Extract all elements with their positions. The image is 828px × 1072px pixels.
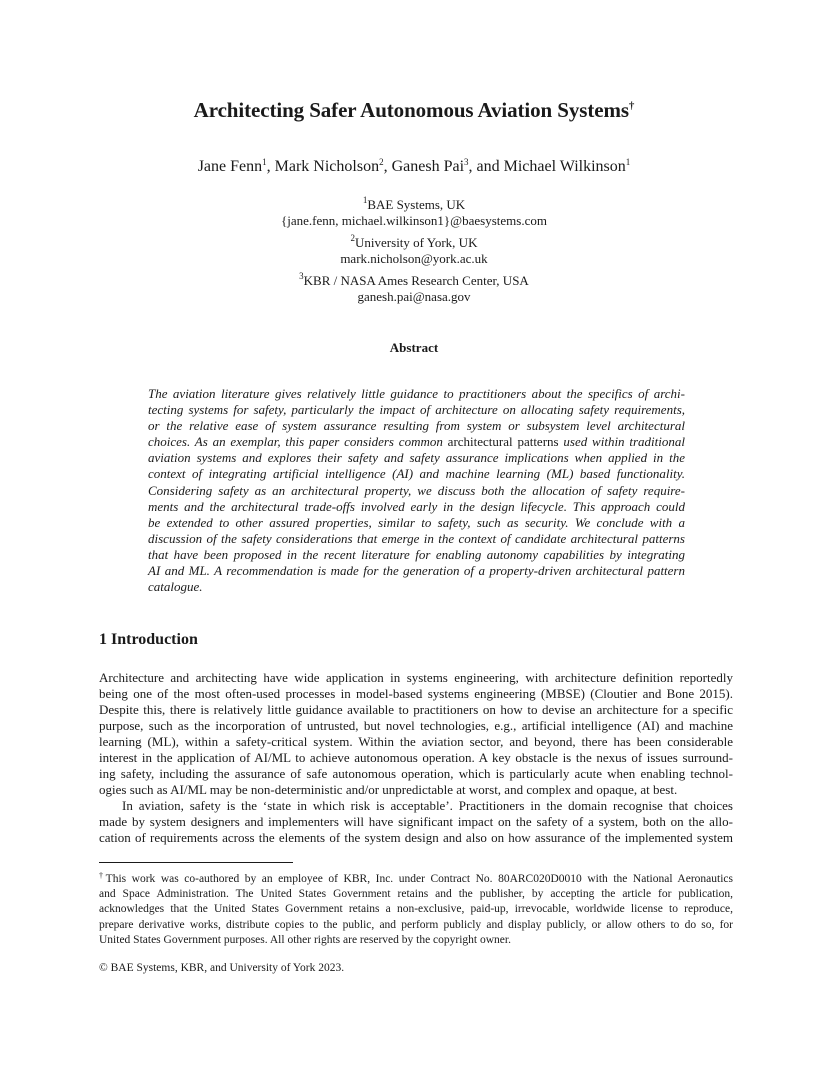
affiliation-email: ganesh.pai@nasa.gov [357,289,471,304]
author: Jane Fenn$^1$, [197,157,275,175]
body-line: Architecture and architecting have wide application in systems engineering, with architecture definition reportedly [99,670,733,685]
footnote [99,868,733,948]
title-footnote-mark: † [628,100,635,112]
abstract-line: Considering safety as an architectural property, we discuss both the allocation of safety require- [148,482,685,498]
footnote-line: †This work was co-authored by an employee of KBR, Inc. under Contract No. 80ARC020D0010 with the National Aeronautics [99,871,733,885]
body-line: In aviation, safety is the ‘state in which risk is acceptable’. Practitioners in the domain recognise that choices [122,798,733,814]
author: Ganesh Pai$^3$, and [391,157,504,175]
footnote-line: United States Government purposes. All other rights are reserved by the copyright owner. [99,933,511,946]
abstract-line: choices. As an exemplar, this paper considers common architectural patterns used within traditional [148,434,685,450]
affiliation: $^2$University of York, UK mark.nicholson@york.ac.uk [0,230,828,267]
abstract-line: be extended to other assured properties, similar to safety, such as security. We conclude with a [148,514,685,530]
abstract-line: The aviation literature gives relatively little guidance to practitioners about the specifics of archi- [148,386,685,401]
abstract-line: aviation systems and explores their safety and safety assurance implications when applied in the [148,450,685,466]
abstract-line: ments and the architectural trade-offs involved early in the design lifecycle. This approach could [148,498,685,514]
body-line: made by system designers and implementers will have significant impact on the safety of a system, both on the allo- [99,814,733,830]
abstract-line: that have been proposed in the recent literature for enabling autonomy capabilities by integrating [148,546,685,562]
affiliation: $^3$KBR / NASA Ames Research Center, USA ganesh.pai@nasa.gov [0,268,828,305]
copyright-notice: © BAE Systems, KBR, and University of York 2023. [99,962,345,974]
abstract-line: tecting systems for safety, particularly the impact of architecture on allocating safety requirements, [148,402,685,418]
affiliation-email: {jane.fenn, michael.wilkinson1}@baesystems.com [281,213,547,228]
abstract-body [148,386,685,595]
abstract-heading: Abstract [389,340,439,355]
footnote-line: and Space Administration. The United States Government retains and the publisher, by accepting the article for publication, [99,888,733,901]
abstract-line: catalogue. [148,579,203,595]
body-line: cation of requirements across the elements of the system design and also on how assurance of the implemented system [99,830,733,846]
footnote-line: acknowledges that the United States Government retains a non-exclusive, paid-up, irrevocable, worldwide license to reproduce, [99,903,733,916]
intro-paragraphs [99,670,733,847]
body-line: being one of the most often-used processes in model-based systems engineering (MBSE) (Cloutier and Bone 2015). [99,686,733,702]
affiliation: $^1$BAE Systems, UK {jane.fenn, michael.wilkinson1}@baesystems.com [0,192,828,229]
abstract-roman-phrase: architectural patterns [447,434,559,450]
footnote-line: prepare derivative works, distribute copies to the public, and perform publicly and display publicly, or allow others to do so, for [99,918,733,931]
body-line: ing safety, including the assurance of safe autonomous operation, which is particularly acute when enabling technol- [99,766,733,782]
abstract-line: AI and ML. A recommendation is made for the generation of a property-driven architectural pattern [148,563,685,579]
footnote-rule [99,862,293,863]
author-list [0,157,828,176]
body-line: Despite this, there is relatively little guidance available to practitioners on how to devise an architecture for a specific [99,702,733,718]
author: Michael Wilkinson$^1$ [503,157,631,175]
affiliation-email: mark.nicholson@york.ac.uk [340,251,488,266]
body-line: interest in the application of AI/ML to achieve autonomous operation. A key obstacle is the nexus of issues surround- [99,750,733,766]
paper-title [0,98,828,123]
body-line: ogies such as AI/ML may be non-deterministic and/or unpredictable at worst, and complex and opaque, at best. [99,782,678,798]
body-line: purpose, such as the incorporation of untrusted, but novel technologies, e.g., artificial intelligence (AI) and machine [99,718,733,734]
body-line: learning (ML), within a safety-critical system. Within the aviation sector, and beyond, there has been considerable [99,734,733,750]
footnote-mark: † [99,871,106,880]
abstract-line: or the relative ease of system assurance resulting from system or subsystem level architectural [148,418,685,434]
author: Mark Nicholson$^2$, [274,157,392,175]
abstract-line: context of integrating artificial intelligence (AI) and machine learning (ML) based functionality. [148,466,685,482]
abstract-line: discussion of the safety considerations that emerge in the context of candidate architectural patterns [148,530,685,546]
title-text: Architecting Safer Autonomous Aviation Systems [193,98,629,122]
section-heading: 1 Introduction [99,631,198,648]
